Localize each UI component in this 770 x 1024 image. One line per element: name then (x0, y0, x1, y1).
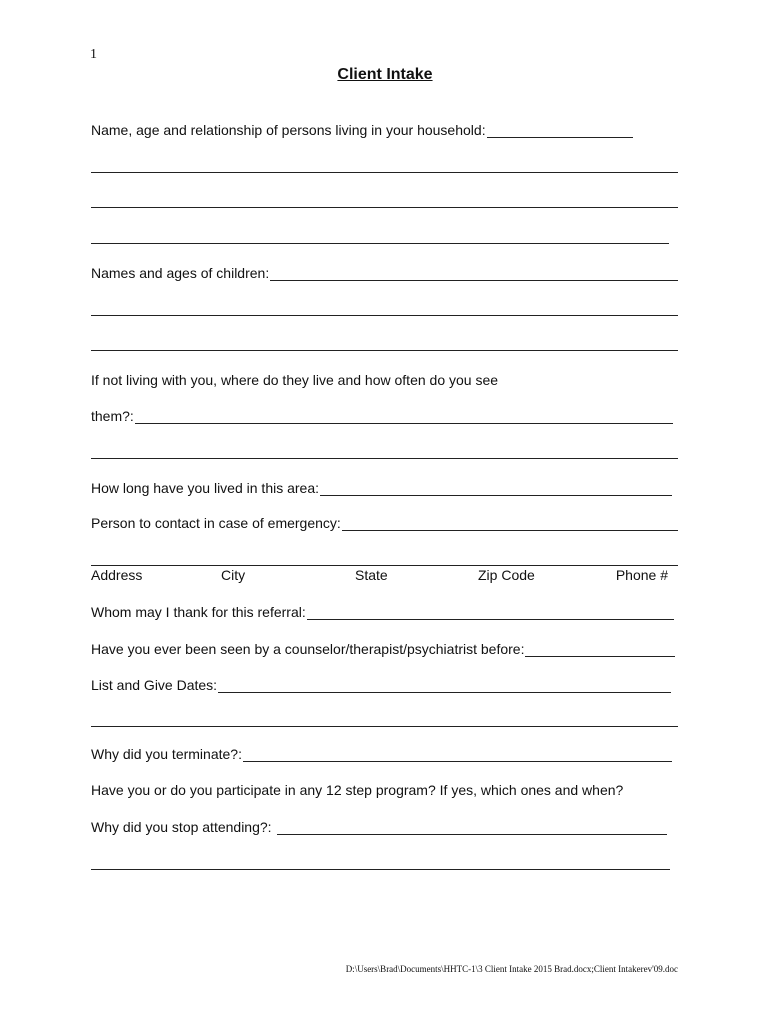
file-path-footer: D:\Users\Brad\Documents\HHTC-1\3 Client Intake 2015 Brad.docx;Client Intakerev'09.doc (345, 964, 678, 974)
stop-attending-input-line[interactable] (277, 822, 667, 835)
stop-attending-field (91, 819, 667, 835)
counselor-field (91, 641, 675, 657)
children-field (91, 265, 678, 281)
dates-label: List and Give Dates: (91, 677, 218, 693)
form-title: Client Intake (337, 66, 433, 83)
dates-field (91, 677, 671, 693)
area-field (91, 480, 672, 496)
terminate-input-line[interactable] (243, 749, 672, 762)
page-number: 1 (90, 47, 97, 62)
not-living-field (91, 408, 673, 424)
emergency-label: Person to contact in case of emergency: (91, 515, 341, 531)
household-label: Name, age and relationship of persons living in your household: (91, 122, 486, 138)
not-living-label: them?: (91, 408, 134, 424)
counselor-input-line[interactable] (525, 644, 675, 657)
area-input-line[interactable] (320, 483, 672, 496)
children-label: Names and ages of children: (91, 265, 270, 281)
zip-code-label: Zip Code (478, 567, 535, 583)
emergency-input-line[interactable] (342, 518, 678, 531)
area-label: How long have you lived in this area: (91, 480, 320, 496)
children-blank-line-2[interactable] (91, 350, 678, 351)
phone-label: Phone # (615, 567, 668, 583)
counselor-label: Have you ever been seen by a counselor/therapist/psychiatrist before: (91, 641, 525, 657)
referral-label: Whom may I thank for this referral: (91, 604, 306, 620)
city-label: City (221, 567, 246, 583)
referral-field (91, 604, 674, 620)
household-blank-line-1[interactable] (91, 172, 678, 173)
children-input-line[interactable] (270, 268, 678, 281)
twelve-step-question: Have you or do you participate in any 12 step program? If yes, which ones and when? (91, 782, 624, 798)
not-living-blank-line[interactable] (91, 458, 678, 459)
referral-input-line[interactable] (307, 607, 674, 620)
children-blank-line-1[interactable] (91, 315, 678, 316)
not-living-input-line[interactable] (135, 411, 673, 424)
not-living-question: If not living with you, where do they live and how often do you see (91, 372, 499, 388)
address-label: Address (91, 567, 143, 583)
state-label: State (355, 567, 388, 583)
household-blank-line-2[interactable] (91, 207, 678, 208)
address-input-line[interactable] (91, 565, 678, 566)
household-input-line[interactable] (487, 125, 633, 138)
household-field (91, 122, 633, 138)
terminate-field (91, 746, 672, 762)
stop-attending-blank-line[interactable] (91, 869, 670, 870)
stop-attending-label: Why did you stop attending?: (91, 819, 272, 835)
dates-input-line[interactable] (218, 680, 671, 693)
dates-blank-line[interactable] (91, 726, 678, 727)
emergency-field (91, 515, 678, 531)
household-blank-line-3[interactable] (91, 243, 669, 244)
terminate-label: Why did you terminate?: (91, 746, 242, 762)
